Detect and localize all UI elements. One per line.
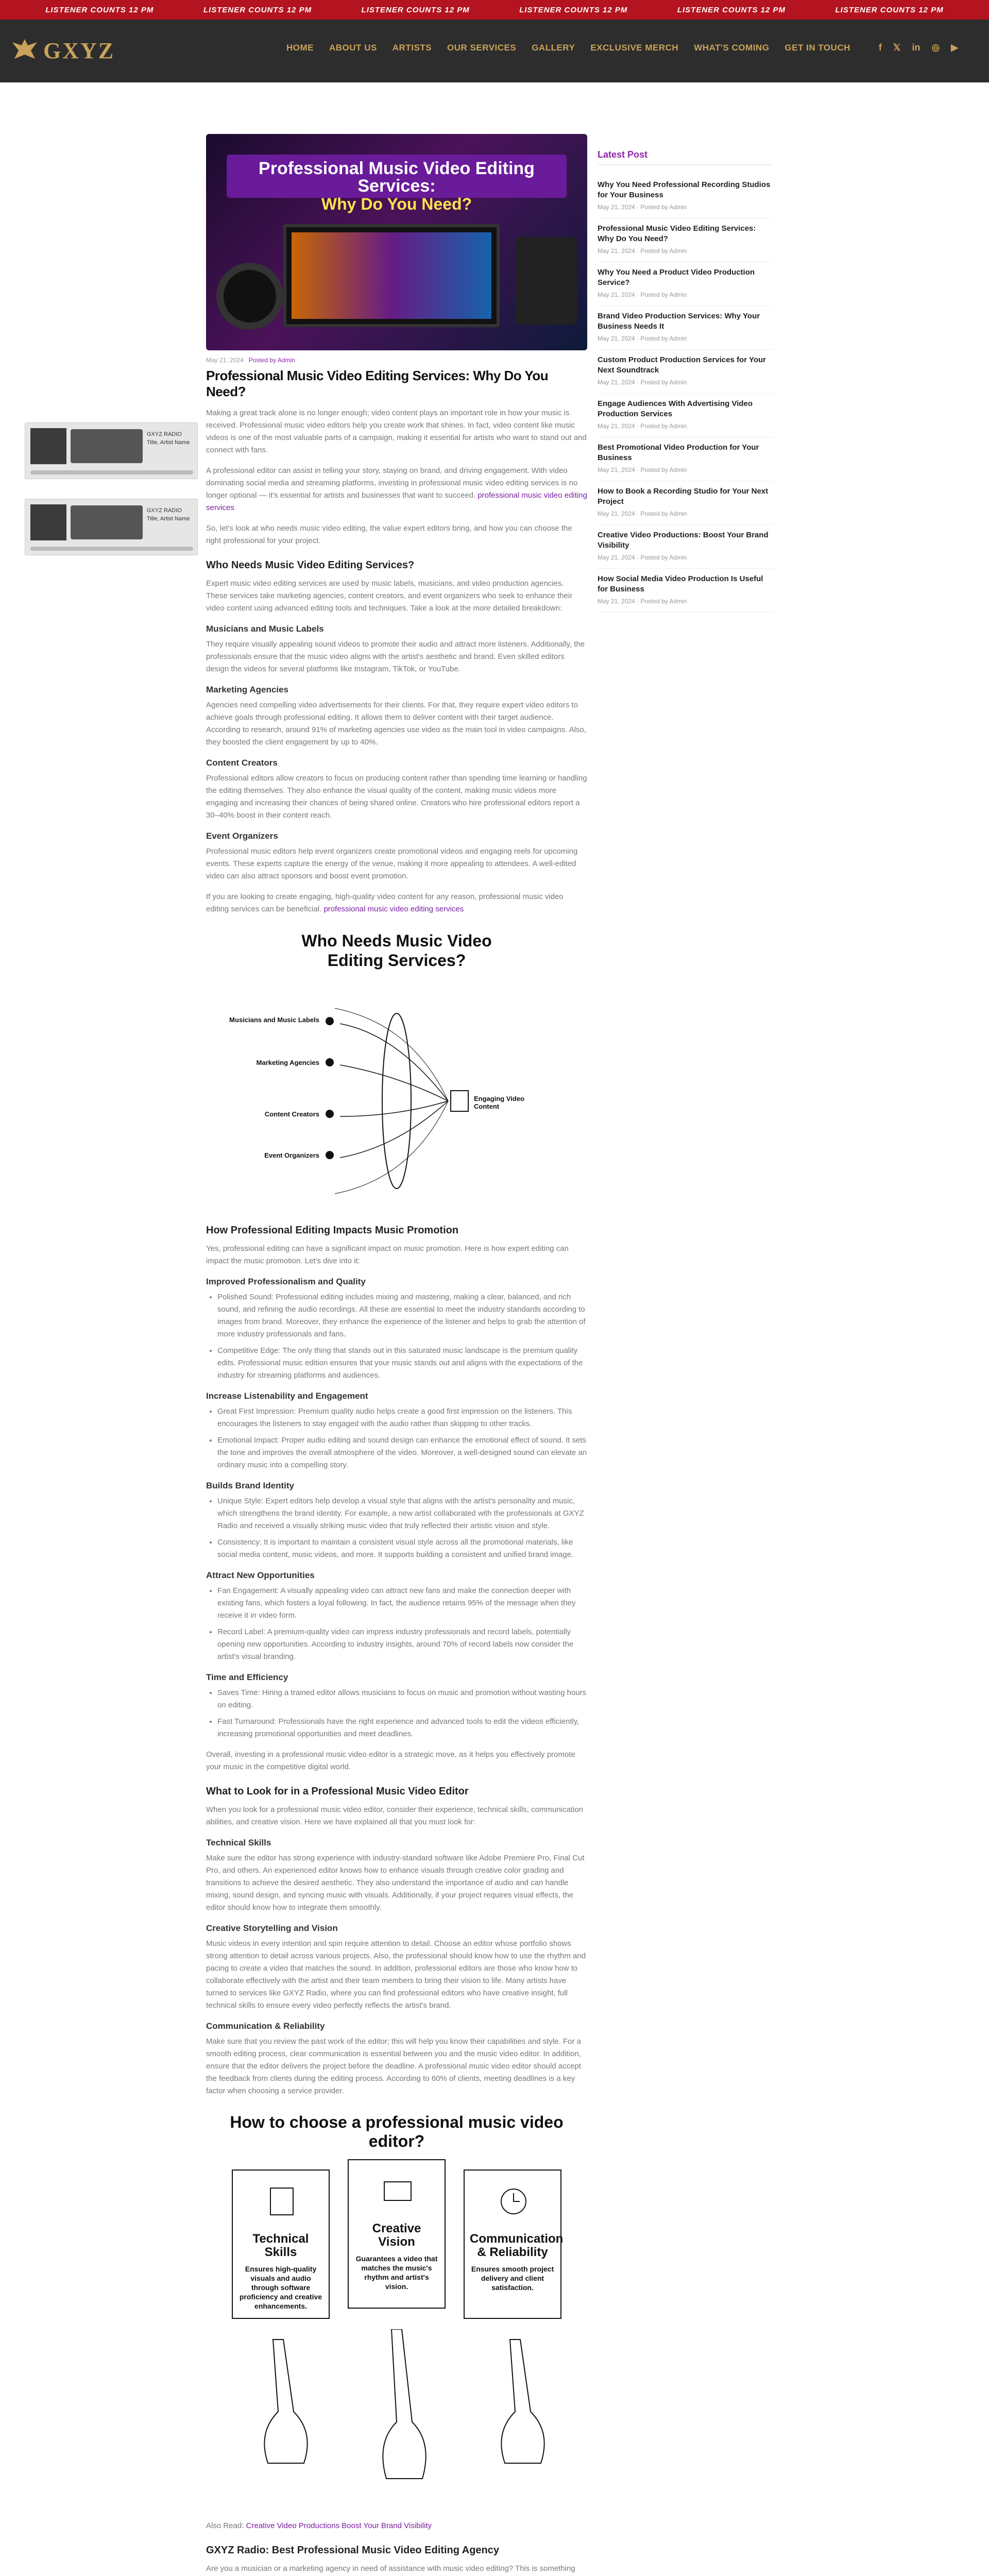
ticker-item: LISTENER COUNTS 12 PM <box>835 5 944 14</box>
logo-text: GXYZ <box>43 38 115 63</box>
player-subtitle: Title, Artist Name <box>147 439 190 446</box>
bullet-list <box>217 1495 587 1561</box>
list-item: • Fast Turnaround: Professionals have the right experience and advanced tools to edit the videos efficiently, increasing promotional opportunities and meet deadlines. <box>217 1716 587 1740</box>
subheading: Creative Storytelling and Vision <box>206 1923 338 1933</box>
sidebar-post-date: May 21, 2024 · Posted by Admin <box>598 598 687 605</box>
player-title: GXYZ RADIO <box>147 507 182 514</box>
subheading: Technical Skills <box>206 1838 271 1848</box>
document-icon <box>266 2186 297 2217</box>
also-read-link[interactable]: Creative Video Productions Boost Your Brand Visibility <box>246 2521 432 2530</box>
eagle-logo-icon <box>10 35 39 66</box>
sidebar-heading: Latest Post <box>598 149 773 165</box>
nav-get-in-touch[interactable]: GET IN TOUCH <box>785 43 850 53</box>
sidebar-post-title[interactable]: How Social Media Video Production Is Useful for Business <box>598 574 763 594</box>
sidebar-post[interactable] <box>598 175 773 218</box>
list-item: • Polished Sound: Professional editing includes mixing and mastering, making a clear, balanced, and rich sound, and refining the audio recordings. All these are essential to meet the industry standards according to images from brand. Moreover, they enhance the experience of the listener and helps to grab the attention of more industry professionals and fans. <box>217 1291 587 1341</box>
nav-gallery[interactable]: GALLERY <box>532 43 575 53</box>
sidebar-post[interactable] <box>598 481 773 525</box>
sidebar-post-title[interactable]: Why You Need Professional Recording Studios for Your Business <box>598 180 771 199</box>
sidebar-post[interactable] <box>598 262 773 306</box>
diagram-label: Marketing Agencies <box>256 1059 319 1066</box>
post-author[interactable]: Posted by Admin <box>248 357 295 364</box>
paragraph: Yes, professional editing can have a significant impact on music promotion. Here is how expert editing can impact the music promotion. Let's dive into it: <box>206 1244 569 1265</box>
subheading: Improved Professionalism and Quality <box>206 1277 366 1286</box>
album-art <box>30 428 66 464</box>
ticker-item: LISTENER COUNTS 12 PM <box>203 5 312 14</box>
header-social <box>879 42 958 53</box>
intro-paragraph: A professional editor can assist in telling your story, staying on brand, and driving engagement. With video dominating social media and streaming platforms, investing in professional music video editing services is no longer optional — it's essential for artists and businesses that want to succeed. professional music video editing services <box>206 466 587 512</box>
list-item: • Saves Time: Hiring a trained editor allows musicians to focus on music and promotion without wasting hours on editing. <box>217 1687 587 1711</box>
sidebar-post-date: May 21, 2024 · Posted by Admin <box>598 291 687 298</box>
sidebar-post-title[interactable]: Brand Video Production Services: Why Your Business Needs It <box>598 312 760 331</box>
paragraph: Are you a musician or a marketing agency in need of assistance with music video editing? This is something <box>206 2564 575 2573</box>
paragraph: Professional editors allow creators to focus on producing content rather than spending time learning or handling the editing themselves. They also enhance the visual quality of the content, making music videos more engaging and increasing their chances of being shared online. Creators who hire professional editors report a 30–40% boost in their content reach. <box>206 774 587 820</box>
sidebar-post[interactable] <box>598 218 773 262</box>
funnel-lines-graphic <box>206 931 587 1209</box>
sidebar-post-title[interactable]: Engage Audiences With Advertising Video Production Services <box>598 399 753 418</box>
card-title: Creative Vision <box>372 2222 421 2249</box>
monitor-icon <box>283 224 500 327</box>
nav-home[interactable]: HOME <box>286 43 314 53</box>
ticker-item: LISTENER COUNTS 12 PM <box>45 5 154 14</box>
paragraph: If you are looking to create engaging, high-quality video content for any reason, professional music video editing services can be beneficial. professional music video editing services <box>206 892 564 913</box>
list-item: • Competitive Edge: The only thing that stands out in this saturated music landscape is the premium quality edits. Professional music edition ensures that your music stands out and aligns with the expectations of the industry for streaming platforms and audiences. <box>217 1345 587 1382</box>
list-item: • Record Label: A premium-quality video can impress industry professionals and record labels, potentially opening new opportunities. According to industry insights, around 70% of record labels now consider the artist's visual branding. <box>217 1626 587 1663</box>
subheading: Marketing Agencies <box>206 685 288 694</box>
paragraph: Music videos in every intention and spin require attention to detail. Choose an editor whose portfolio shows strong attention to detail across various projects. Also, the professional should know how to use the rhythm and pacing to create a video that matches the sound. In addition, professional editors are those who know how to collaborate effectively with the artist and their team members to bring their vision to life. Many artists have turned to services like GXYZ Radio, where you can find professional editors who have creative insight, full technical skills to ensure every video perfectly reflects the artist's brand. <box>206 1939 586 2010</box>
ticker-item: LISTENER COUNTS 12 PM <box>361 5 470 14</box>
sidebar-post-title[interactable]: How to Book a Recording Studio for Your Next Project <box>598 487 769 506</box>
diagram-title: How to choose a professional music video editor? <box>230 2113 564 2150</box>
youtube-icon[interactable]: ▶ <box>951 42 958 53</box>
diagram-label: Content Creators <box>264 1110 319 1118</box>
ticker-bar <box>0 0 989 20</box>
hero-line2: Why Do You Need? <box>321 195 472 213</box>
film-icon <box>382 2176 413 2207</box>
sidebar-post[interactable] <box>598 525 773 569</box>
nav-our-services[interactable]: OUR SERVICES <box>447 43 517 53</box>
paragraph: They require visually appealing sound videos to promote their audio and attract more listeners. Additionally, the professionals ensure that the music video aligns with the artist's aesthetic and brand. Even skilled editors design the videos for several platforms like Instagram, TikTok, or YouTube. <box>206 640 585 673</box>
intro-paragraph: So, let's look at who needs music video editing, the value expert editors bring, and how you can choose the right professional for your project. <box>206 524 572 545</box>
main-nav <box>286 43 850 53</box>
sidebar-post-date: May 21, 2024 · Posted by Admin <box>598 335 687 342</box>
camera-icon <box>515 237 577 325</box>
sidebar <box>598 149 773 613</box>
sidebar-post[interactable] <box>598 394 773 437</box>
site-header <box>0 20 989 82</box>
progress-bar[interactable] <box>30 547 193 551</box>
also-read: Also Read: Creative Video Productions Boost Your Brand Visibility <box>206 2521 432 2530</box>
ticker-item: LISTENER COUNTS 12 PM <box>677 5 786 14</box>
bullet-list <box>217 1585 587 1663</box>
sidebar-post-date: May 21, 2024 · Posted by Admin <box>598 422 687 430</box>
nav-about-us[interactable]: ABOUT US <box>329 43 377 53</box>
sidebar-post-title[interactable]: Why You Need a Product Video Production Service? <box>598 268 755 287</box>
player-title: GXYZ RADIO <box>147 431 182 437</box>
album-art <box>30 504 66 540</box>
card-title: Technical Skills <box>252 2232 309 2259</box>
x-icon[interactable]: 𝕏 <box>893 42 901 53</box>
post-meta <box>206 357 587 364</box>
list-item: • Unique Style: Expert editors help develop a visual style that aligns with the artist's personality and music, which strengthens the brand identity. For example, a new artist collaborated with the professionals at GXYZ Radio and received a visually striking music video that truly reflected their artistic vision and style. <box>217 1495 587 1532</box>
skill-card <box>464 2170 564 2319</box>
nav-whats-coming[interactable]: WHAT'S COMING <box>694 43 770 53</box>
sidebar-post-title[interactable]: Best Promotional Video Production for Your Business <box>598 443 759 462</box>
paragraph: Overall, investing in a professional music video editor is a strategic move, as it helps you effectively promote your music in the competitive digital world. <box>206 1750 575 1771</box>
post-date: May 21, 2024 <box>206 357 244 364</box>
clock-icon <box>498 2186 529 2217</box>
hero-image <box>206 134 587 350</box>
nav-exclusive-merch[interactable]: EXCLUSIVE MERCH <box>590 43 679 53</box>
paragraph: Make sure the editor has strong experience with industry-standard software like Adobe Premiere Pro, Final Cut Pro, and others. An experienced editor knows how to enhance visuals through creative color grading and transitions to achieve the desired aesthetic. They also understand the importance of audio and can handle mixing, sound design, and syncing music with visuals. Additionally, if your project requires visual effects, the editor should know how to integrate them smoothly. <box>206 1854 585 1912</box>
diagram-label: Musicians and Music Labels <box>229 1016 319 1024</box>
bullet-list <box>217 1687 587 1740</box>
who-needs-diagram <box>206 931 587 1209</box>
skill-card <box>348 2159 446 2309</box>
card-desc: Ensures high-quality visuals and audio through software proficiency and creative enhancements. <box>239 2265 322 2310</box>
nav-artists[interactable]: ARTISTS <box>392 43 432 53</box>
sidebar-post[interactable] <box>598 306 773 350</box>
player-controls[interactable] <box>71 429 143 463</box>
site-logo[interactable] <box>10 30 118 71</box>
film-reel-icon <box>216 263 283 330</box>
list-item: • Great First Impression: Premium quality audio helps create a good first impression on the listeners. This encourages the listeners to stay engaged with the audio rather than skipping to other tracks. <box>217 1405 587 1430</box>
linkedin-icon[interactable]: in <box>912 42 920 53</box>
bullet-list <box>217 1291 587 1382</box>
article-title: Professional Music Video Editing Services: Why Do You Need? <box>206 368 549 399</box>
list-item: • Consistency: It is important to maintain a consistent visual style across all the promotional materials, like social media content, music videos, and more. It supports building a consistent and unified brand image. <box>217 1536 587 1561</box>
audio-player[interactable] <box>25 422 198 479</box>
subheading: Builds Brand Identity <box>206 1481 294 1490</box>
sidebar-post-date: May 21, 2024 · Posted by Admin <box>598 466 687 473</box>
facebook-icon[interactable]: f <box>878 42 882 53</box>
section-heading: What to Look for in a Professional Music Video Editor <box>206 1786 469 1797</box>
sidebar-post-date: May 21, 2024 · Posted by Admin <box>598 204 687 211</box>
sidebar-post-date: May 21, 2024 · Posted by Admin <box>598 379 687 386</box>
bullet-list <box>217 1405 587 1471</box>
subheading: Musicians and Music Labels <box>206 624 324 634</box>
subheading: Communication & Reliability <box>206 2021 325 2031</box>
sidebar-post[interactable] <box>598 437 773 481</box>
subheading: Time and Efficiency <box>206 1672 288 1682</box>
ticker-item: LISTENER COUNTS 12 PM <box>519 5 628 14</box>
card-desc: Guarantees a video that matches the music's rhythm and artist's vision. <box>355 2255 438 2291</box>
list-item: • Fan Engagement: A visually appealing video can attract new fans and make the connection deeper with existing fans, which fosters a loyal following. In fact, the audience retains 95% of the message when they receive it in video form. <box>217 1585 587 1622</box>
hero-banner <box>227 155 567 213</box>
subheading: Event Organizers <box>206 831 278 841</box>
sidebar-post-date: May 21, 2024 · Posted by Admin <box>598 510 687 517</box>
pointing-hands-graphic <box>206 2329 587 2504</box>
diagram-title: Who Needs Music Video Editing Services? <box>301 931 492 970</box>
sidebar-post[interactable] <box>598 350 773 394</box>
card-desc: Ensures smooth project delivery and client satisfaction. <box>471 2265 554 2292</box>
audio-player[interactable] <box>25 499 198 555</box>
diagram-label: Event Organizers <box>264 1151 319 1159</box>
paragraph: Agencies need compelling video advertisements for their clients. For that, they require expert video editors to achieve goals through professional editing. It allows them to deliver content with their target audience. According to research, around 91% of marketing agencies use video as the main tool in video campaigns. Also, they boosted the client engagement by up to 40%. <box>206 701 586 747</box>
skill-card <box>232 2170 330 2319</box>
sidebar-post-title[interactable]: Custom Product Production Services for Your Next Soundtrack <box>598 355 766 375</box>
paragraph: When you look for a professional music video editor, consider their experience, technical skills, communication abilities, and creative vision. Here we have explained all that you must look for: <box>206 1805 584 1826</box>
sidebar-post-title[interactable]: Professional Music Video Editing Services: Why Do You Need? <box>598 224 756 243</box>
section-heading: How Professional Editing Impacts Music Promotion <box>206 1225 459 1236</box>
article <box>206 134 587 2576</box>
subheading: Increase Listenability and Engagement <box>206 1391 368 1401</box>
sidebar-post-date: May 21, 2024 · Posted by Admin <box>598 554 687 561</box>
services-link[interactable]: professional music video editing services <box>323 905 464 913</box>
subheading: Content Creators <box>206 758 278 768</box>
progress-bar[interactable] <box>30 470 193 474</box>
subheading: Attract New Opportunities <box>206 1570 315 1580</box>
card-title: Communication & Reliability <box>470 2232 564 2259</box>
diagram-label: Engaging Video Content <box>474 1095 524 1110</box>
section-heading: Who Needs Music Video Editing Services? <box>206 560 415 571</box>
section-heading: GXYZ Radio: Best Professional Music Video Editing Agency <box>206 2545 499 2556</box>
services-link[interactable]: professional music video editing services <box>206 491 587 512</box>
list-item: • Emotional Impact: Proper audio editing and sound design can enhance the emotional effect of sound. It sets the tone and improves the overall atmosphere of the video. Moreover, a well-designed sound can elevate an ordinary music into a compelling story. <box>217 1434 587 1471</box>
player-controls[interactable] <box>71 505 143 539</box>
intro-paragraph: Making a great track alone is no longer enough; video content plays an important role in how your music is received. Professional music video editors help you create work that shines. In fact, video content like music videos is one of the most valuable parts of a campaign, making it essential for artists who want to stand out and connect with fans. <box>206 409 587 454</box>
paragraph: Expert music video editing services are used by music labels, musicians, and video production agencies. These services take marketing agencies, content creators, and event organizers who seek to enhance their video content using advanced editing tools and techniques. Take a look at the more detailed breakdown: <box>206 579 573 613</box>
sidebar-post-title[interactable]: Creative Video Productions: Boost Your Brand Visibility <box>598 531 769 550</box>
player-subtitle: Title, Artist Name <box>147 516 190 522</box>
sidebar-post-date: May 21, 2024 · Posted by Admin <box>598 247 687 255</box>
instagram-icon[interactable]: ◎ <box>931 42 940 53</box>
hero-line1: Professional Music Video Editing Services: <box>259 159 535 196</box>
paragraph: Professional music editors help event organizers create promotional videos and engaging reels for upcoming events. These experts capture the energy of the venue, making it more appealing to attendees. A well-edited video can also attract sponsors and boost event promotion. <box>206 847 578 880</box>
paragraph: Make sure that you review the past work of the editor; this will help you know their capabilities and style. For a smooth editing process, clear communication is essential between you and the music video editor. In addition, ensure that the editor delivers the project before the deadline. A professional music video editor should accept the feedback from clients during the editing process. According to 60% of clients, meeting deadlines is a key factor when choosing a service provider. <box>206 2037 581 2095</box>
choose-editor-diagram <box>206 2113 587 2504</box>
sidebar-post[interactable] <box>598 569 773 613</box>
